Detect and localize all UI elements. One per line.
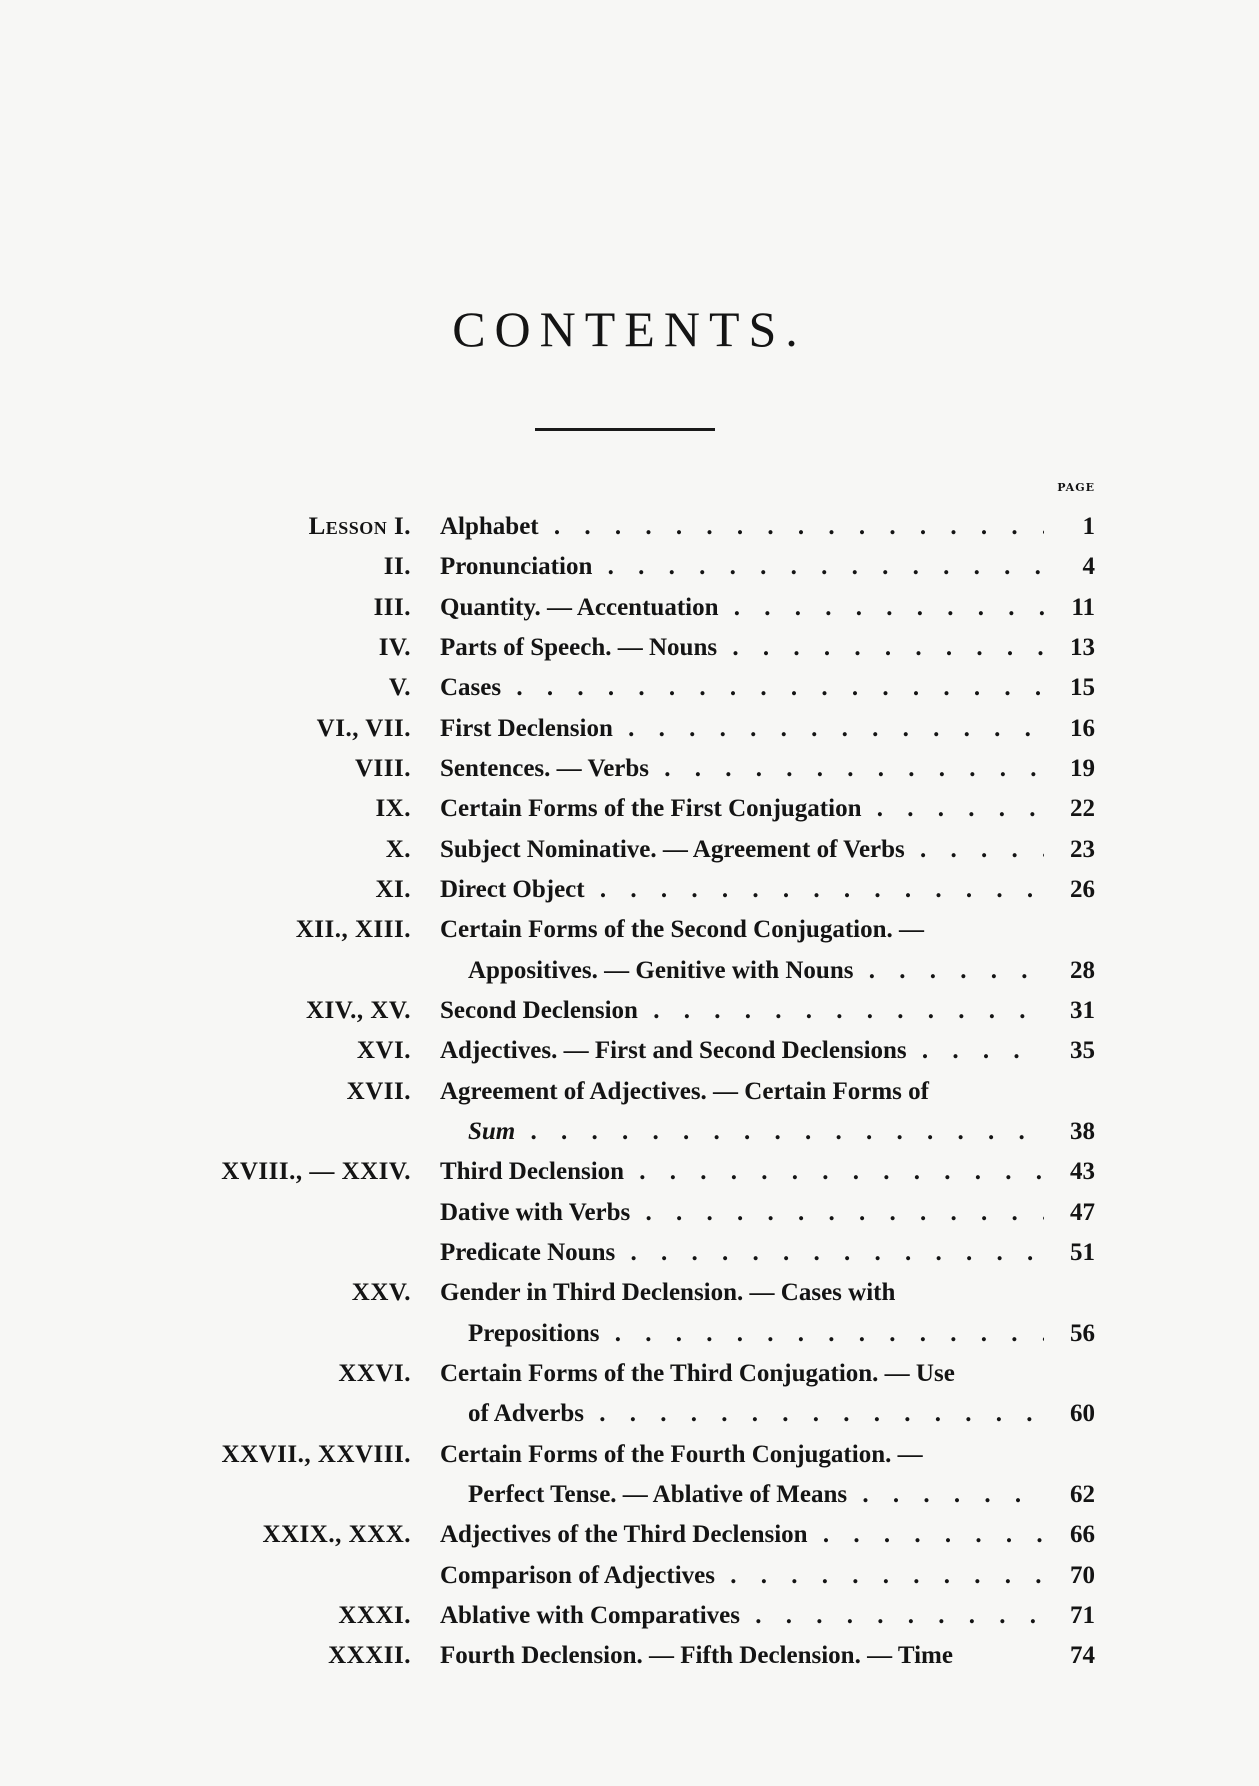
entry-title: Parts of Speech. — Nouns . . . xyxy=(440,628,1044,668)
page-number: 16 xyxy=(1070,715,1095,742)
lesson-number: X. xyxy=(385,836,411,863)
toc-entry-continuation xyxy=(0,1394,1259,1434)
lesson-number: XXVII., XXVIII. xyxy=(221,1441,411,1468)
entry-title: Gender in Third Declension. — Cases with xyxy=(440,1279,896,1306)
toc-entry xyxy=(0,1354,1259,1394)
entry-title: Subject Nominative. — Agreement of Verbs . . . xyxy=(440,830,1044,870)
entry-title: Direct Object . . . xyxy=(440,870,1044,910)
entry-title: Cases . . . xyxy=(440,668,1044,708)
entry-title: First Declension . . . xyxy=(440,709,1044,749)
toc-entry xyxy=(0,830,1259,870)
page-number: 4 xyxy=(1082,553,1095,580)
lesson-prefix: Lesson xyxy=(308,513,388,540)
page-number: 23 xyxy=(1070,836,1095,863)
lesson-number: XXXI. xyxy=(338,1602,411,1629)
lesson-number: IV. xyxy=(378,634,411,661)
toc-entry-continuation xyxy=(0,1314,1259,1354)
toc-entry xyxy=(0,1273,1259,1313)
page-number: 11 xyxy=(1071,594,1095,621)
toc-entry xyxy=(0,507,1259,547)
toc-entry xyxy=(0,1596,1259,1636)
lesson-number: VI., VII. xyxy=(316,715,411,742)
toc-entry xyxy=(0,1152,1259,1192)
entry-title: Adjectives of the Third Declension . . . xyxy=(440,1515,1044,1555)
toc-entry-continuation xyxy=(0,1112,1259,1152)
page-title: CONTENTS. xyxy=(452,301,807,357)
entry-title: Third Declension . . . xyxy=(440,1152,1044,1192)
entry-title: Quantity. — Accentuation . . . xyxy=(440,588,1044,628)
toc-entry xyxy=(0,870,1259,910)
toc-entry xyxy=(0,1031,1259,1071)
toc-entry xyxy=(0,1636,1259,1676)
lesson-number: XII., XIII. xyxy=(295,916,411,943)
entry-title-continued: Appositives. — Genitive with Nouns . . . xyxy=(468,951,1044,991)
entry-title: Pronunciation . . . xyxy=(440,547,1044,587)
entry-title: Certain Forms of the Third Conjugation. — Use xyxy=(440,1360,955,1387)
entry-title: Certain Forms of the Second Conjugation. — xyxy=(440,916,925,943)
page-number: 60 xyxy=(1070,1400,1095,1427)
entry-title: Sentences. — Verbs . . . xyxy=(440,749,1044,789)
lesson-number: XXV. xyxy=(351,1279,411,1306)
lesson-number: XXXII. xyxy=(328,1642,411,1669)
entry-title: Second Declension . . . xyxy=(440,991,1044,1031)
entry-title: Comparison of Adjectives . . . xyxy=(440,1556,1044,1596)
entry-title: Alphabet . . . xyxy=(440,507,1044,547)
lesson-number: XXVI. xyxy=(338,1360,411,1387)
lesson-number: VIII. xyxy=(355,755,411,782)
lesson-number: II. xyxy=(383,553,411,580)
page-number: 62 xyxy=(1070,1481,1095,1508)
toc-entry xyxy=(0,910,1259,950)
page-number: 70 xyxy=(1070,1562,1095,1589)
entry-title: Ablative with Comparatives . . . xyxy=(440,1596,1044,1636)
lesson-number: V. xyxy=(388,674,411,701)
page-number: 28 xyxy=(1070,957,1095,984)
page-number: 47 xyxy=(1070,1199,1095,1226)
page-column-label: PAGE xyxy=(1057,481,1095,494)
toc-entry xyxy=(0,1072,1259,1112)
page-number: 74 xyxy=(1070,1642,1095,1669)
toc-entry xyxy=(0,1515,1259,1555)
toc-entry xyxy=(0,709,1259,749)
page-number: 22 xyxy=(1070,795,1095,822)
lesson-number: XVI. xyxy=(356,1037,411,1064)
page-number: 35 xyxy=(1070,1037,1095,1064)
lesson-number: XVIII., — XXIV. xyxy=(221,1158,411,1185)
page-number: 56 xyxy=(1070,1320,1095,1347)
entry-title-continued: Sum . . . xyxy=(468,1112,1044,1152)
toc-entry xyxy=(0,1233,1259,1273)
entry-title: Certain Forms of the First Conjugation . . . xyxy=(440,789,1044,829)
toc-entry xyxy=(0,668,1259,708)
lesson-number: XIV., XV. xyxy=(305,997,411,1024)
toc-entry xyxy=(0,749,1259,789)
page-number: 51 xyxy=(1070,1239,1095,1266)
toc-entry xyxy=(0,1556,1259,1596)
page-number: 31 xyxy=(1070,997,1095,1024)
entry-title: Adjectives. — First and Second Declensions . . . xyxy=(440,1031,1044,1071)
lesson-number: IX. xyxy=(375,795,411,822)
toc-entry xyxy=(0,991,1259,1031)
page-number: 43 xyxy=(1070,1158,1095,1185)
page-number: 26 xyxy=(1070,876,1095,903)
page-number: 1 xyxy=(1082,513,1095,540)
toc-entry xyxy=(0,1193,1259,1233)
toc-entry xyxy=(0,547,1259,587)
lesson-number: XVII. xyxy=(346,1078,411,1105)
toc-entry-continuation xyxy=(0,1475,1259,1515)
page-number: 15 xyxy=(1070,674,1095,701)
entry-title: Dative with Verbs . . . xyxy=(440,1193,1044,1233)
toc-entry xyxy=(0,1435,1259,1475)
page-number: 38 xyxy=(1070,1118,1095,1145)
toc-entry-continuation xyxy=(0,951,1259,991)
lesson-number: III. xyxy=(373,594,411,621)
entry-title: Predicate Nouns . . . xyxy=(440,1233,1044,1273)
page-number: 66 xyxy=(1070,1521,1095,1548)
toc-entry xyxy=(0,588,1259,628)
entry-title: Fourth Declension. — Fifth Declension. — Time xyxy=(440,1642,953,1669)
entry-title-continued: of Adverbs . . . xyxy=(468,1394,1044,1434)
entry-title: Certain Forms of the Fourth Conjugation. — xyxy=(440,1441,923,1468)
lesson-number: Lesson I. xyxy=(308,513,411,540)
entry-title-continued: Perfect Tense. — Ablative of Means . . . xyxy=(468,1475,1044,1515)
page-number: 13 xyxy=(1070,634,1095,661)
entry-title: Agreement of Adjectives. — Certain Forms of xyxy=(440,1078,929,1105)
entry-title-continued: Prepositions . . . xyxy=(468,1314,1044,1354)
page-number: 19 xyxy=(1070,755,1095,782)
lesson-number: XXIX., XXX. xyxy=(262,1521,411,1548)
toc-entry xyxy=(0,789,1259,829)
lesson-number: XI. xyxy=(375,876,411,903)
page-number: 71 xyxy=(1070,1602,1095,1629)
toc-entry xyxy=(0,628,1259,668)
